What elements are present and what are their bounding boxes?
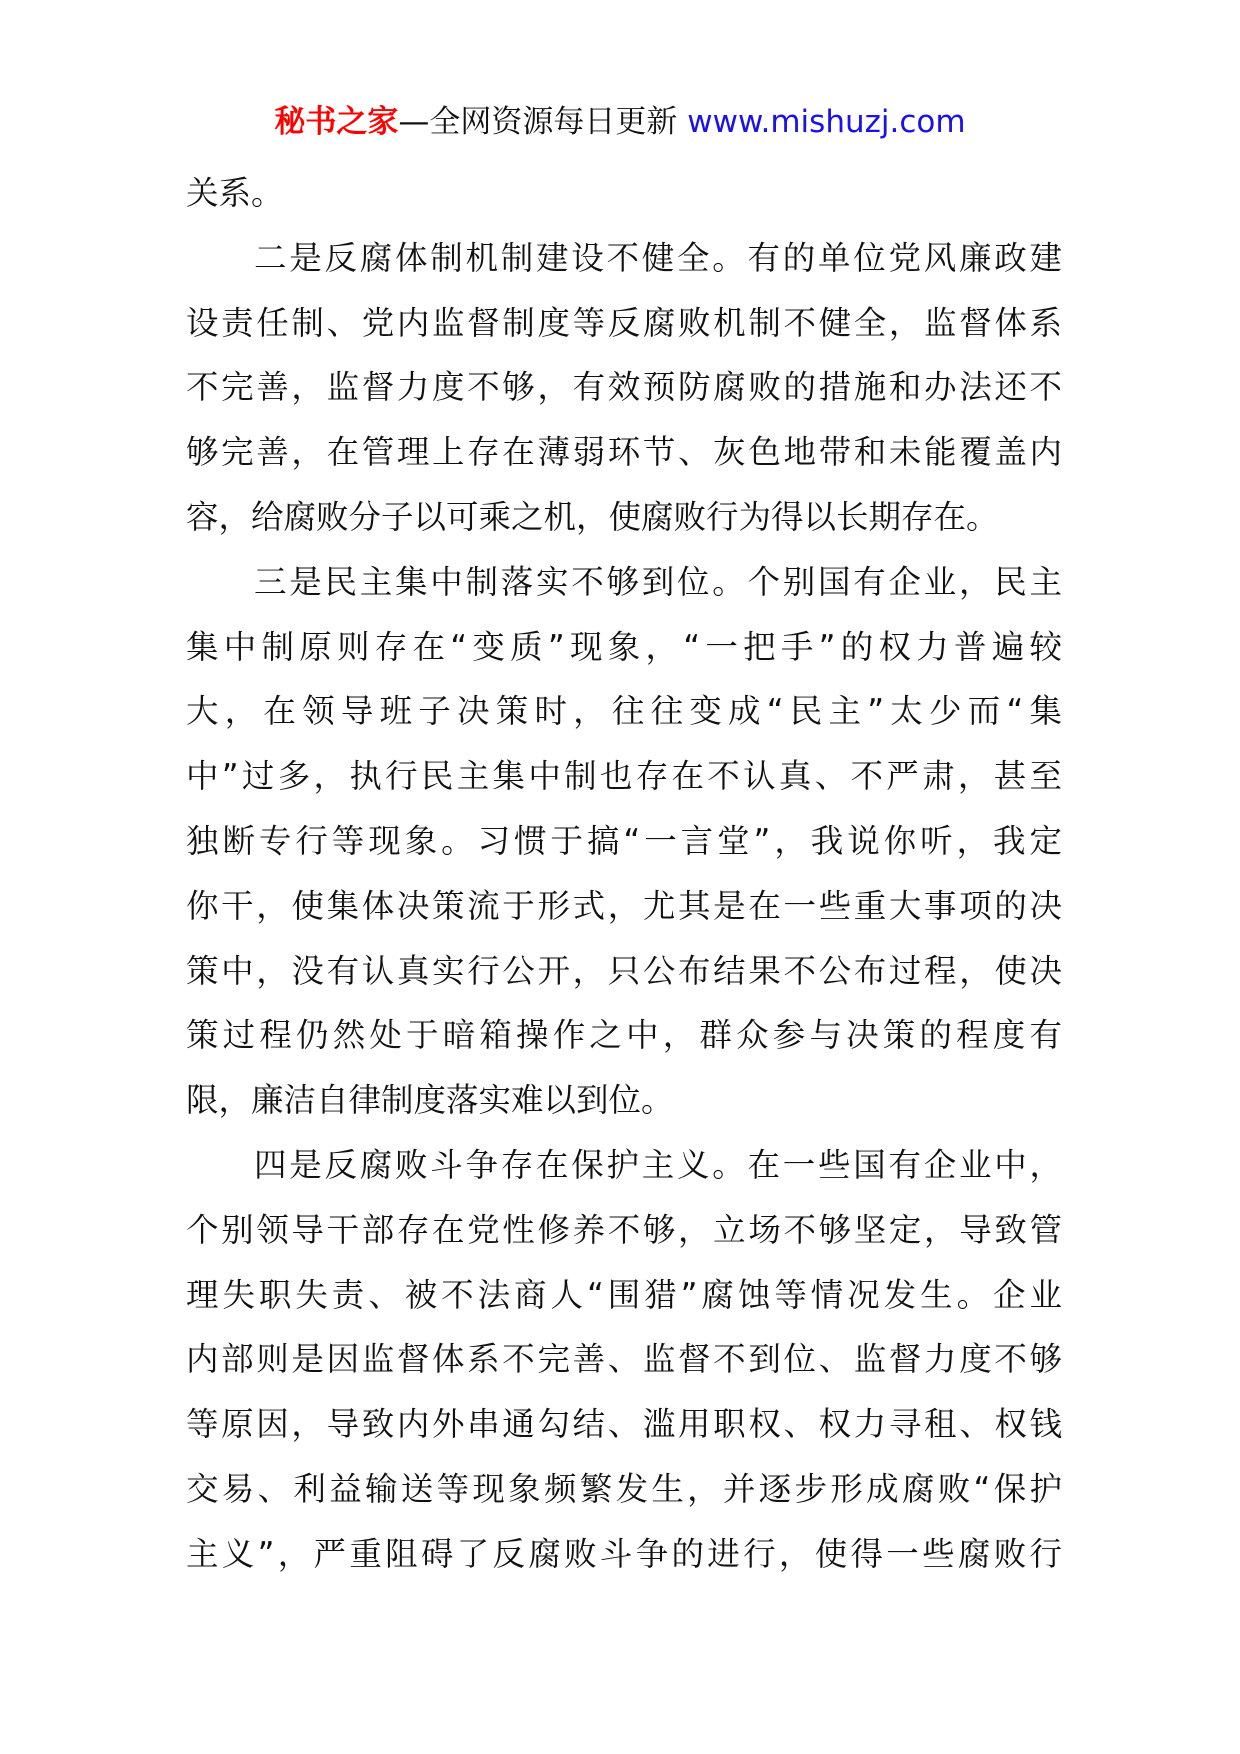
text-line: 四是反腐败斗争存在保护主义。在一些国有企业中， <box>254 1145 1062 1184</box>
header-brand: 秘书之家 <box>274 104 399 140</box>
text-line: 策中，没有认真实行公开，只公布结果不公布过程，使决 <box>186 951 1062 990</box>
text-line: 大，在领导班子决策时，往往变成“民主”太少而“集 <box>186 692 1062 731</box>
page-header <box>0 100 1240 144</box>
text-line: 主义”，严重阻碍了反腐败斗争的进行，使得一些腐败行 <box>186 1534 1062 1573</box>
text-line: 你干，使集体决策流于形式，尤其是在一些重大事项的决 <box>186 886 1062 925</box>
document-body <box>186 161 1062 1587</box>
text-line: 集中制原则存在“变质”现象，“一把手”的权力普遍较 <box>186 627 1062 666</box>
header-tagline: —全网资源每日更新 <box>398 104 678 140</box>
text-line: 关系。 <box>186 174 284 212</box>
text-line: 中”过多，执行民主集中制也存在不认真、不严肃，甚至 <box>186 757 1062 796</box>
text-line: 策过程仍然处于暗箱操作之中，群众参与决策的程度有 <box>186 1016 1062 1055</box>
text-line: 限，廉洁自律制度落实难以到位。 <box>186 1081 674 1120</box>
text-line: 三是民主集中制落实不够到位。个别国有企业，民主 <box>254 562 1062 601</box>
text-line: 容，给腐败分子以可乘之机，使腐败行为得以长期存在。 <box>186 497 999 536</box>
text-line: 不完善，监督力度不够，有效预防腐败的措施和办法还不 <box>186 368 1062 407</box>
text-line: 内部则是因监督体系不完善、监督不到位、监督力度不够 <box>186 1340 1062 1379</box>
text-line: 二是反腐体制机制建设不健全。有的单位党风廉政建 <box>254 238 1062 277</box>
text-line: 交易、利益输送等现象频繁发生，并逐步形成腐败“保护 <box>186 1469 1062 1508</box>
text-line: 够完善，在管理上存在薄弱环节、灰色地带和未能覆盖内 <box>186 433 1062 472</box>
text-line: 设责任制、党内监督制度等反腐败机制不健全，监督体系 <box>186 303 1062 342</box>
text-line: 个别领导干部存在党性修养不够，立场不够坚定，导致管 <box>186 1210 1062 1249</box>
text-line: 独断专行等现象。习惯于搞“一言堂”，我说你听，我定 <box>186 821 1062 860</box>
text-line: 理失职失责、被不法商人“围猎”腐蚀等情况发生。企业 <box>186 1275 1062 1314</box>
header-url-link[interactable]: www.mishuzj.com <box>687 104 966 140</box>
text-line: 等原因，导致内外串通勾结、滥用职权、权力寻租、权钱 <box>186 1405 1062 1444</box>
